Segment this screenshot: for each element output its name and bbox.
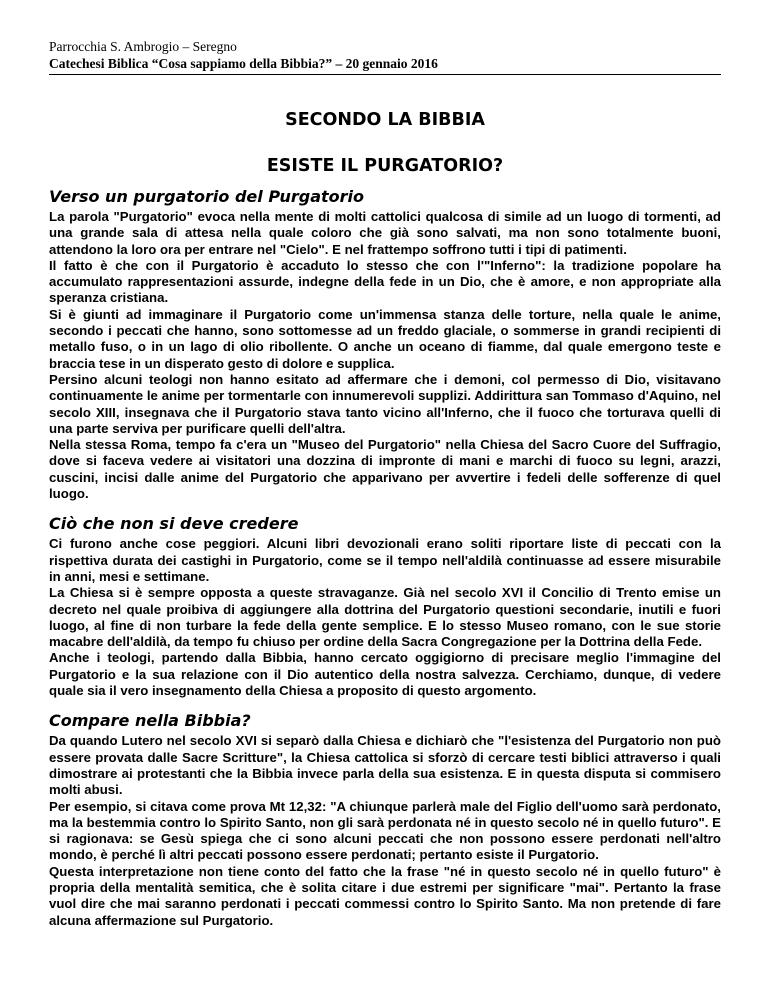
paragraph: Ci furono anche cose peggiori. Alcuni libri devozionali erano soliti riportare liste di peccati con la rispettiva durata dei castighi in Purgatorio, come se il tempo nell'aldilà continuasse ad essere misurabile in anni, mesi e settimane. <box>49 536 721 584</box>
paragraph: Da quando Lutero nel secolo XVI si separò dalla Chiesa e dichiarò che "l'esistenza del Purgatorio non può essere provata dalle Sacre Scritture", la Chiesa cattolica si sforzò di cercare testi biblici attraverso i quali dimostrare ai protestanti che la Bibbia invece parla della sua esistenza. E in questa disputa si commisero molti abusi. <box>49 733 721 798</box>
section-1 <box>49 187 721 502</box>
section-3 <box>49 711 721 929</box>
paragraph: Si è giunti ad immaginare il Purgatorio come un'immensa stanza delle torture, nella quale le anime, secondo i peccati che hanno, sono sottomesse ad un freddo glaciale, o sommerse in grandi recipienti di metallo fuso, o in un lago di olio ribollente. O anche un oceano di fiamme, dal quale emergono teste e braccia tese in un disperato gesto di dolore e supplica. <box>49 306 721 371</box>
section-2 <box>49 514 721 699</box>
paragraph: Nella stessa Roma, tempo fa c'era un "Museo del Purgatorio" nella Chiesa del Sacro Cuore del Suffragio, dove si faceva vedere ai visitatori una dozzina di impronte di mani e marchi di fuoco su legni, arazzi, cuscini, incisi dalle anime del Purgatorio che apparivano per avvertire i fedeli delle sofferenze di quel luogo. <box>49 437 721 502</box>
paragraph: Questa interpretazione non tiene conto del fatto che la frase "né in questo secolo né in quello futuro" è propria della mentalità semitica, che è solita citare i due estremi per significare "mai". Pertanto la frase vuol dire che mai saranno perdonati i peccati commessi contro lo Spirito Santo. Ma non pretende di fare alcuna affermazione sul Purgatorio. <box>49 863 721 928</box>
title-line-2: ESISTE IL PURGATORIO? <box>266 156 504 176</box>
section-heading: Verso un purgatorio del Purgatorio <box>49 187 365 206</box>
paragraph: Il fatto è che con il Purgatorio è accaduto lo stesso che con l'"Inferno": la tradizione popolare ha accumulato rappresentazioni assurde, indegne della fede in un Dio, che è amore, e non appropriate alla speranza cristiana. <box>49 257 721 306</box>
paragraph: Per esempio, si citava come prova Mt 12,32: "A chiunque parlerà male del Figlio dell'uomo sarà perdonato, ma la bestemmia contro lo Spirito Santo, non gli sarà perdonata né in questo secolo né in quello futuro". E si ragionava: se Gesù spiega che ci sono alcuni peccati che non possono essere perdonati nell'altro mondo, è perché lì altri peccati possono essere perdonati; pertanto esiste il Purgatorio. <box>49 798 721 863</box>
paragraph: Anche i teologi, partendo dalla Bibbia, hanno cercato oggigiorno di precisare meglio l'immagine del Purgatorio e la sua relazione con il Dio autentico della nostra salvezza. Cerchiamo, dunque, di vedere quale sia il vero insegnamento della Chiesa a proposito di questo argomento. <box>49 650 721 699</box>
paragraph: La parola "Purgatorio" evoca nella mente di molti cattolici qualcosa di simile ad un luogo di tormenti, ad una grande sala di attesa nella quale coloro che già sono salvati, ma non sono totalmente buoni, attendono la loro ora per entrare nel "Cielo". E nel frattempo soffrono tutti i tipi di patimenti. <box>49 209 721 257</box>
document-page <box>49 38 721 929</box>
course-header: Catechesi Biblica “Cosa sappiamo della Bibbia?” – 20 gennaio 2016 <box>49 55 721 75</box>
section-heading: Compare nella Bibbia? <box>49 711 251 731</box>
paragraph: Persino alcuni teologi non hanno esitato ad affermare che i demoni, col permesso di Dio, visitavano continuamente le anime per tormentarle con innumerevoli supplizi. Addirittura san Tommaso d'Aquino, nel secolo XIII, insegnava che il Purgatorio stava tanto vicino all'Inferno, che il fuoco che torturava quelli di una parte serviva per purificare quelli dell'altra. <box>49 371 721 436</box>
paragraph: La Chiesa si è sempre opposta a queste stravaganze. Già nel secolo XVI il Concilio di Trento emise un decreto nel quale proibiva di aggiungere alla dottrina del Purgatorio questioni secondarie, inutili e fuori luogo, al fine di non turbare la fede della gente semplice. E lo stesso Museo romano, con le sue storie macabre dell'aldilà, da tempo fu chiuso per ordine della Sacra Congregazione per la Dottrina della Fede. <box>49 585 721 650</box>
section-heading: Ciò che non si deve credere <box>49 514 299 534</box>
parish-header: Parrocchia S. Ambrogio – Seregno <box>49 39 237 54</box>
title-line-1: SECONDO LA BIBBIA <box>285 110 485 130</box>
